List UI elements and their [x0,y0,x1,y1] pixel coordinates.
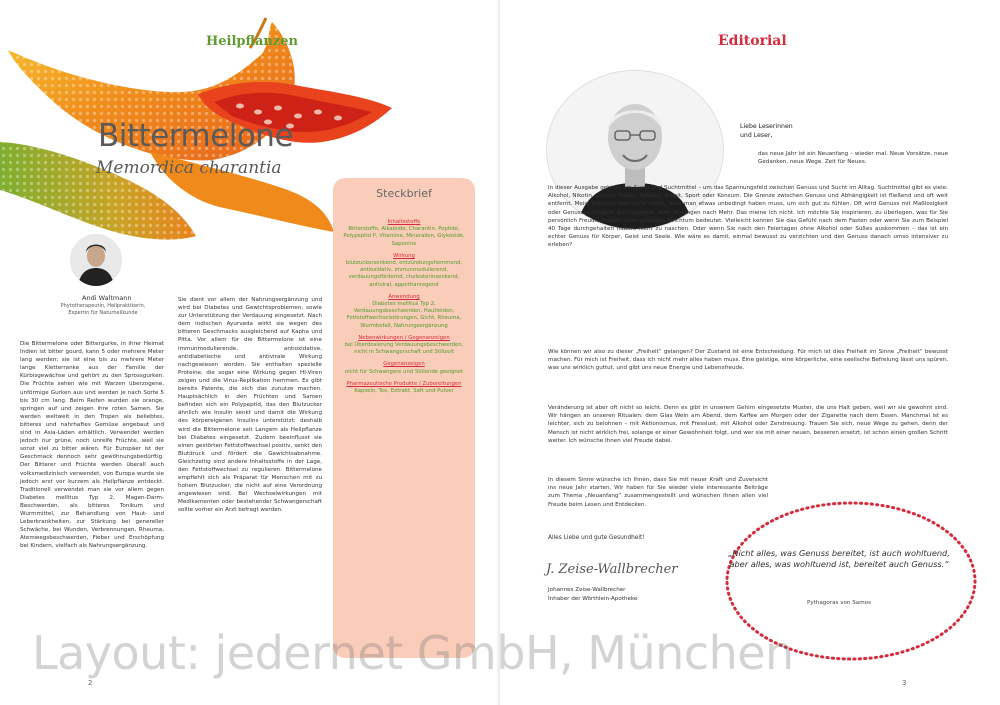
section-label: Heilpflanzen [206,34,298,49]
steckbrief-text: Kapseln, Tee, Extrakt, Saft und Pulver [354,388,454,395]
editorial-greeting [740,122,793,140]
steckbrief-box [333,178,475,658]
page-number-left: 2 [88,679,93,687]
article-subtitle: Memordica charantia [96,158,282,178]
editor-name: Johannes Zeise-Wallbrecher [548,587,626,593]
steckbrief-heading: Nebenwirkungen / Gegenanzeigen [358,334,450,341]
editorial-closing: Alles Liebe und gute Gesundheit! [548,535,645,541]
steckbrief-heading: Pharmazeutische Produkte / Zubereitungen [346,380,462,387]
article-column-1: Die Bittermelone oder Bittergurke, in ihrer Heimat Indien ist bitter gourd, kann 5 oder mehrere Meter lang werden; sie ist eine bis zu mehrere Meter lange Kletterranke aus der Familie der Kürbisgewächse und gehört zu den Sprossgurken. Die Früchte sehen wie mit Warzen überzogene, unförmige Gurken aus und werden je nach Sorte 5 bis 30 cm lang. Beim Reifen wurden sie orange, springen auf und zeigen ihre roten Samen. Sie werden weltweit in den Tropen als beliebtes, bitteres und nahrhaftes Gemüse angebaut und sind in Asia-Läden erhältlich. Verwendet werden jedoch nur grüne, noch unreife Früchte, weil sie sonst viel zu bitter wären. Für Europäer ist der Geschmack dennoch sehr gewöhnungsbedürftig. Der Bitterer und Früchte werden überall auch volksmedizinisch verwendet, von Europa wurde sie jedoch erst vor kurzem als Heilpflanze entdeckt. Traditionell verwendet man sie vor allem gegen Diabetes mellitus Typ 2, Magen-Darm-Beschwerden, als bitteres Tonikum und Wurmmittel, zur Behandlung von Haut- und Leberkrankheiten, zur Stärkung bei genereller Schwäche, bei Wunden, Verbrennungen, Rheuma, Atemwegsbeschwerden, Fieber und Erschöpfung bei Kindern, vielfach als Nahrungsergänzung. [20,341,164,550]
steckbrief-text: Bitterstoffe, Alkaloide, Charantin, Peptide, Polypeptid P, Vitamine, Mineralien, Glykoside, Saponine [343,226,465,247]
greeting-line: und Leser, [740,132,773,139]
author-name: Andi Waltmann [82,294,132,302]
quote-text: „Nicht alles, was Genuss bereitet, ist auch wohltuend, aber alles, was wohltuend ist, bereitet auch Genuss.“ [728,548,950,569]
editorial-paragraph-3: Veränderung ist aber oft nicht so leicht. Denn es gibt in unserem Gehirn eingesetzte Muster, die uns Halt geben, weil wir sie gewohnt sind. Wir hängen an unseren Ritualen: dem Glas Wein am Abend, dem Kaffee am Morgen oder der Zigarette nach dem Essen. Manchmal ist es leichter, sich zu belohnen – mit Aktionismus, mit Fresslust, mit Alkohol oder Zerstreuung. Trauen Sie sich, neue Wege zu gehen, denn der Mensch ist nicht wirklich frei, solange er einer Gewohnheit folgt, und wer sie mit einer neuen, besseren ersetzt, ist schon einen großen Schritt weiter. Ich wünsche Ihnen viel Freude dabei. [548,405,948,444]
article-column-2: Sie dient vor allem der Nahrungsergänzung und wird bei Diabetes und Gewichtsproblemen, sowie zur Unterstützung der Verdauung eingesetzt. Nach dem indischen Ayurveda wirkt sie wegen des bitteren Geschmacks ausgleichend auf Kapha und Pitta. Vor allem für die Bittermelone ist eine immunmodulierende, antioxidative, antidiabetische und antivirale Wirkung nachgewiesen worden. Sie enthalten spezielle Proteine, die sogar eine Wirkung gegen HI-Viren zeigen und die Virus-Replikation hemmen. Es gibt bereits Patente, die sich das zunutze machen. Hauptsächlich in den Früchten und Samen befinden sich ein Polypeptid, das den Blutzucker ähnlich wie Insulin senkt und damit die Wirkung des körpereigenen Insulins unterstützt; deshalb wird die Bittermelone seit Langem als Heilpflanze bei Diabetes eingesetzt. Zudem beeinflusst sie einen gestörten Fettstoffwechsel positiv, senkt den Blutdruck und fördert die Gewichtsabnahme. Gleichzeitig sind andere Inhaltsstoffe in der Lage, den Fettstoffwechsel zu regulieren. Bittermelone empfiehlt sich als Präparat für Menschen mit zu hohem Blutzucker, die nicht auf eine Verordnung angewiesen sind. Bei Wechselwirkungen mit Medikamenten oder bestehender Schwangerschaft sollte vorher ein Arzt befragt werden. [178,297,322,514]
editor-signature: J. Zeise-Wallbrecher [546,562,678,577]
article-title: Bittermelone [98,118,294,154]
steckbrief-text: nicht für Schwangere und Stillende geeignet [344,368,464,375]
steckbrief-heading: Wirkung [393,252,415,259]
steckbrief-heading: Inhaltsstoffe [387,219,421,225]
steckbrief-title: Steckbrief [376,187,432,200]
editorial-paragraph-2: Wie können wir also zu dieser „Freiheit“ gelangen? Der Zustand ist eine Entscheidung. Für mich ist dies Freiheit im Sinne „Freiheit“ bewusst machen. Für mich ist Freiheit, dass ich nicht mehr alles haben muss. Eine geistige, eine körperliche, eine seelische Befreiung lässt uns spüren, was uns wirklich guttut, und gibt uns neue Energie und Lebensfreude. [548,349,948,372]
steckbrief-heading: Anwendung [388,293,420,300]
layout-watermark: Layout: jedernet GmbH, München [32,626,794,680]
greeting-line: Liebe Leserinnen [740,123,793,130]
quote-author: Pythagoras von Samos [806,600,872,606]
right-page [500,0,1000,705]
author-avatar [70,234,122,286]
editorial-intro: das neue Jahr ist ein Neuanfang – wieder mal. Neue Vorsätze, neue Gedanken, neue Wege. Zeit für Neues. [758,151,948,166]
steckbrief-text: Diabetes mellitus Typ 2, Verdauungsbeschwerden, Hautleiden, Fettstoffwechselstörungen, Gicht, Rheuma, Wurmbefall, Nahrungsergänzung [346,301,462,329]
editor-role: Inhaber der Wörthlein-Apotheke [548,596,638,602]
steckbrief-heading: Gegenanzeigen [383,361,425,368]
editorial-paragraph-4: In diesem Sinne wünsche ich Ihnen, dass Sie mit neuer Kraft und Zuversicht ins neue Jahr starten. Wir haben für Sie wieder viele interessante Beiträge zum Thema „Neuanfang“ zusammengestellt und wünschen Ihnen allen viel Freude beim Lesen und Entdecken. [548,477,768,508]
steckbrief-text: blutzuckersenkend, entzündungshemmend, antioxidativ, immunmodulierend, verdauungsfördernd, cholesterinsenkend, antiviral, appetitanregend [345,260,463,288]
steckbrief-text: bei Überdosierung Verdauungsbeschwerden, nicht in Schwangerschaft und Stillzeit [344,342,464,356]
author-role: Phytotherapeutin, Heilpraktikerin, Expertin für Naturheilkunde [60,303,146,316]
page-number-right: 3 [902,679,907,687]
steckbrief-body [341,214,467,395]
section-label: Editorial [718,33,787,49]
editorial-paragraph-1: In dieser Ausgabe geht es um Sucht und Suchtmittel – um das Spannungsfeld zwischen Genuss und Sucht im Alltag. Suchtmittel gibt es viele: Alkohol, Nikotin, Zucker, Essen, Spielen, Arbeit, Sport oder Konsum. Die Grenze zwischen Genuss und Abhängigkeit ist fließend und oft weit entfernt. Meist bemerkt man nicht sofort, dass man etwas unbedingt haben muss, um sich gut zu fühlen. Oft wird Genuss mit Maßlosigkeit oder Genusssüchtigkeit gleichgesetzt, dem Verlangen nach Mehr. Das meine ich nicht. Ich möchte Sie inspirieren, zu überlegen, was für Sie persönlich Freude, Freiheit oder geistigen Reichtum bedeutet. Vielleicht kennen Sie das Gefühl nach dem Fasten oder wenn Sie zum Beispiel 40 Tage durchgehalten haben, nicht zu naschen. Oder wenn Sie nach den Feiertagen ohne Alkohol oder Süßes auskommen – das ist ein echter Genuss für Körper, Geist und Seele. Wie wäre es damit, einmal bewusst zu verzichten und den Genuss danach umso intensiver zu erleben? [548,185,948,249]
